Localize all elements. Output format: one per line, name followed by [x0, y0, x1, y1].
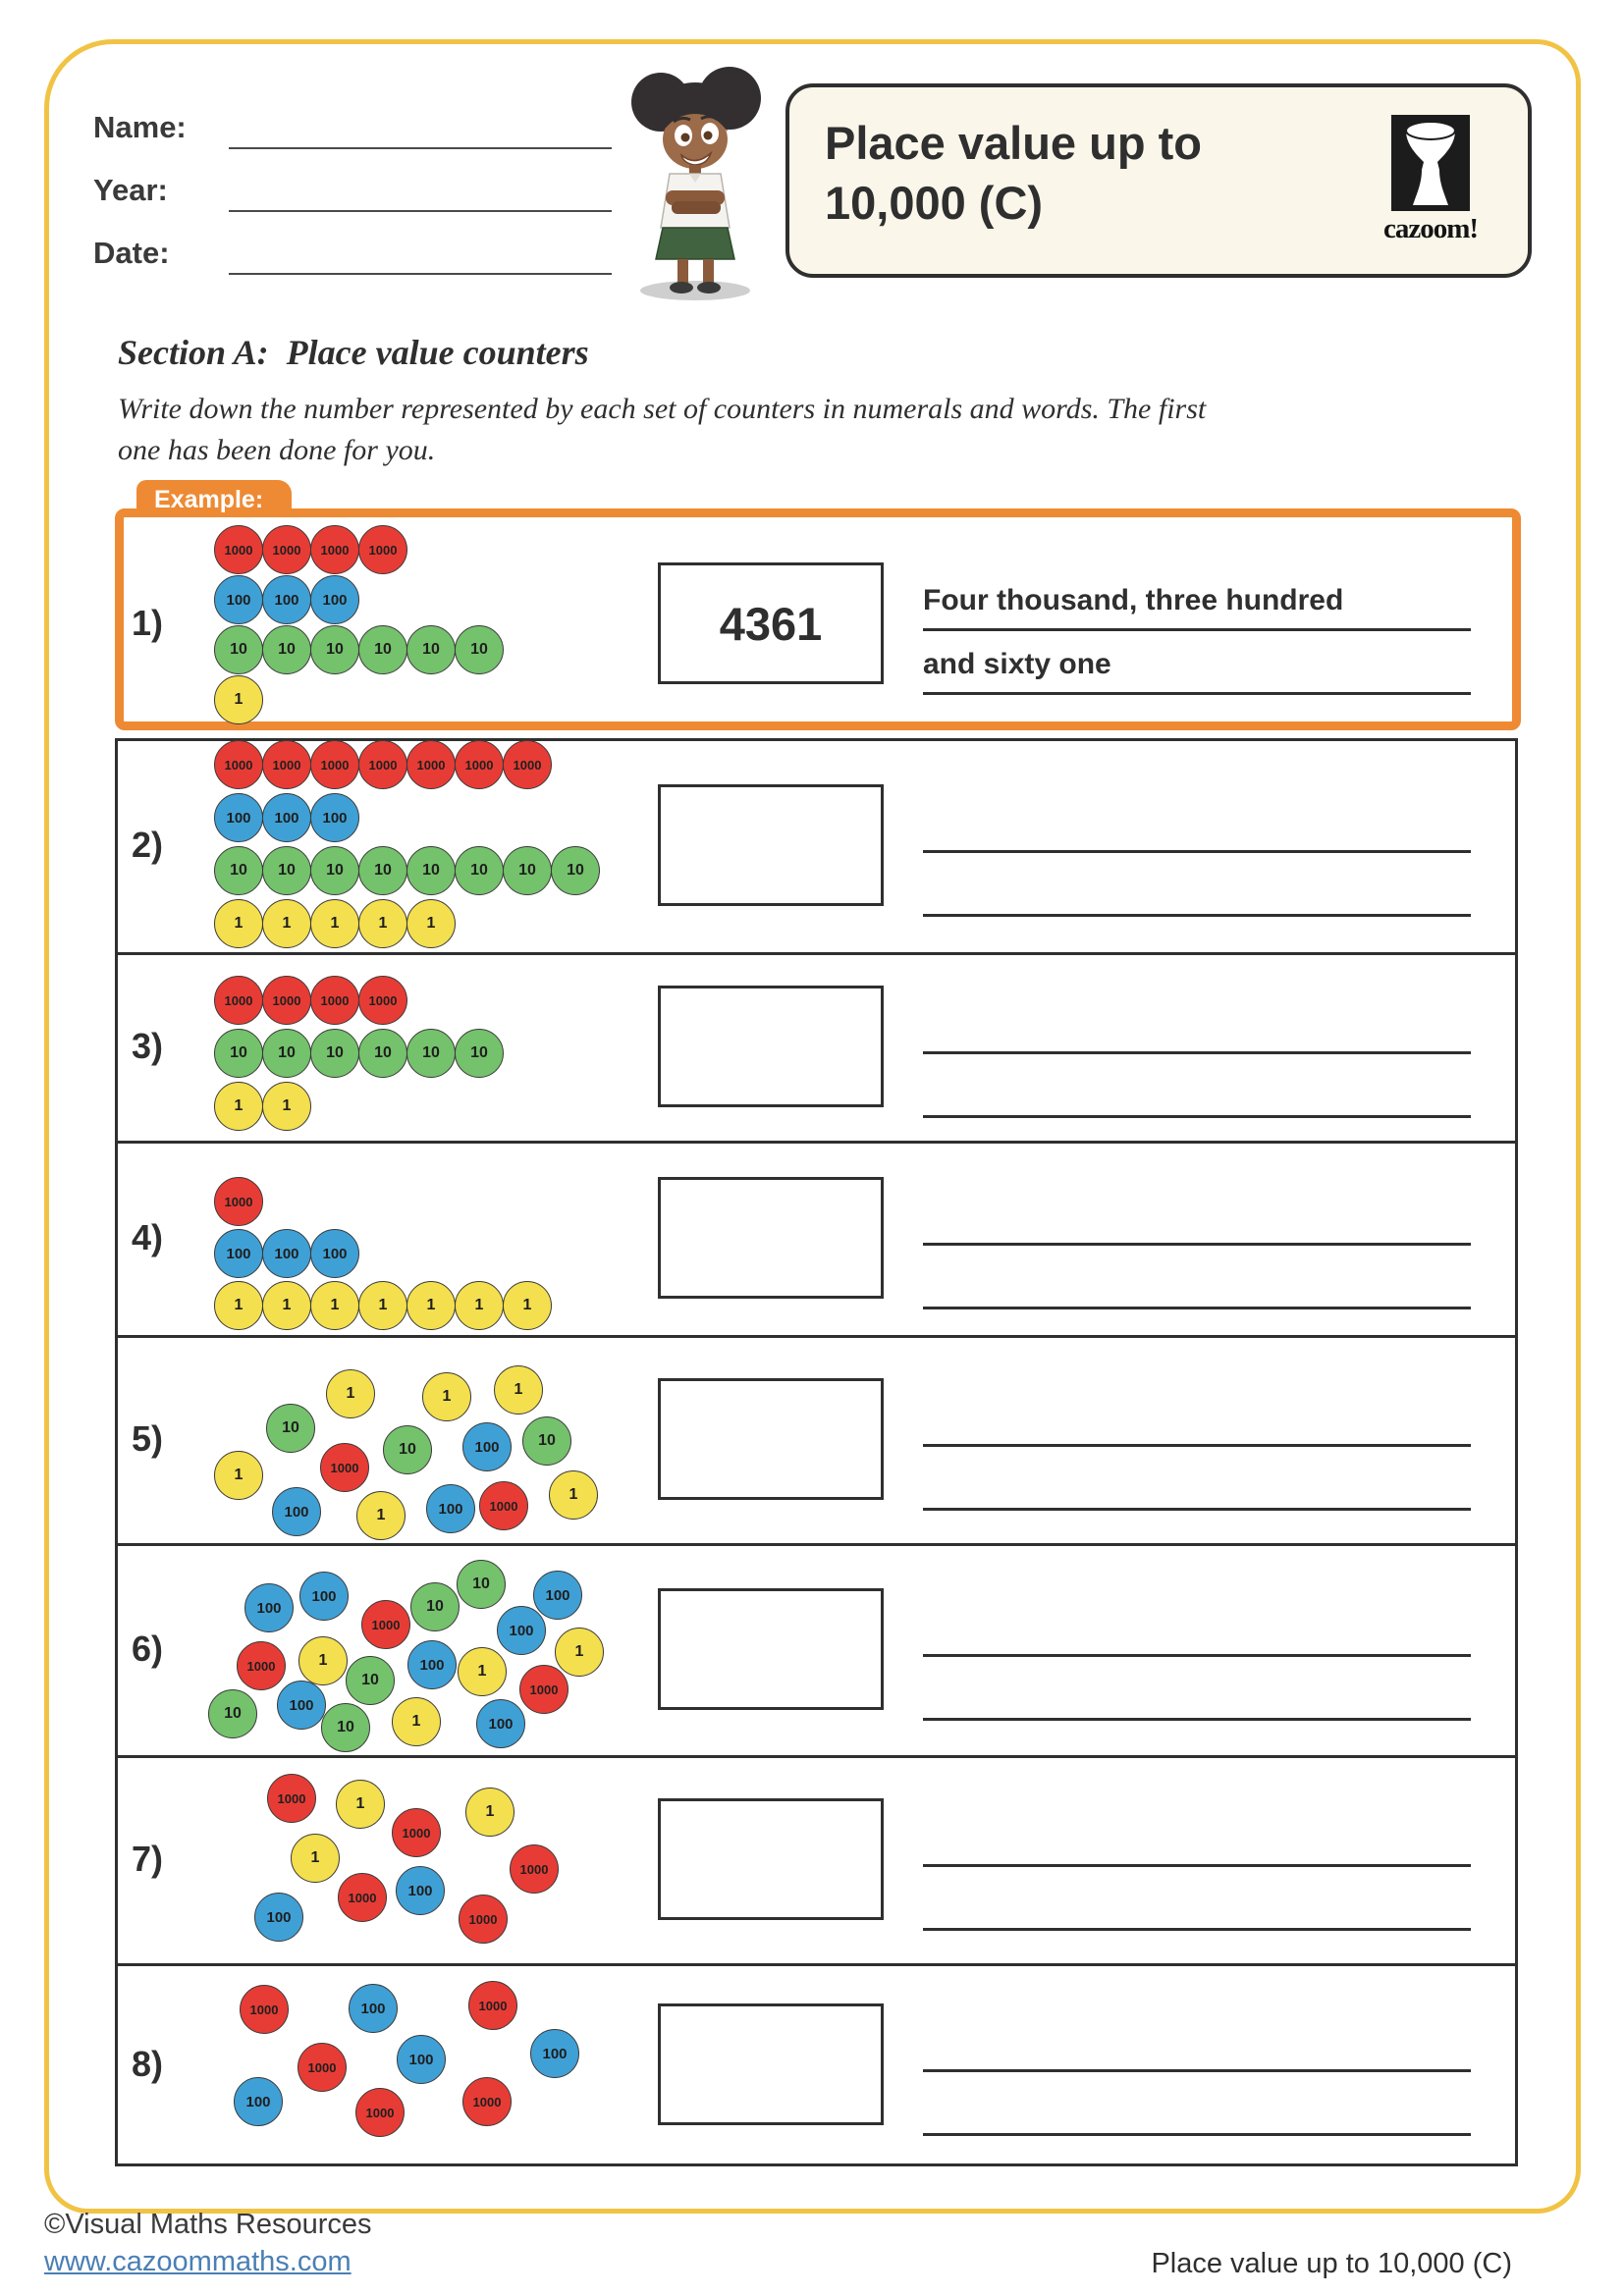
counter-1000: 1000 — [214, 740, 263, 789]
answer-line[interactable] — [923, 914, 1471, 917]
question-number: 5) — [131, 1418, 164, 1459]
question-number: 4) — [131, 1217, 164, 1257]
counter-1: 1 — [291, 1834, 340, 1883]
counter-1000: 1000 — [503, 740, 552, 789]
answer-line[interactable] — [923, 1508, 1471, 1511]
title-line-1: Place value up to — [825, 117, 1202, 169]
question-number: 1) — [131, 603, 164, 643]
counter-1000: 1000 — [519, 1665, 568, 1714]
counter-10: 10 — [410, 1582, 460, 1631]
footer-copyright: ©Visual Maths Resources — [44, 2209, 372, 2240]
answer-line[interactable] — [923, 1444, 1471, 1447]
counter-100: 100 — [214, 575, 263, 624]
counter-100: 100 — [244, 1583, 294, 1632]
footer-link[interactable]: www.cazoommaths.com — [44, 2246, 352, 2277]
counter-100: 100 — [262, 1229, 311, 1278]
counter-10: 10 — [383, 1425, 432, 1474]
counter-1: 1 — [298, 1636, 348, 1685]
counter-10: 10 — [262, 1029, 311, 1078]
counter-1: 1 — [336, 1780, 385, 1829]
counter-100: 100 — [214, 1229, 263, 1278]
counter-100: 100 — [476, 1699, 525, 1748]
counter-1: 1 — [422, 1372, 471, 1421]
counter-1000: 1000 — [355, 2088, 405, 2137]
counter-1: 1 — [549, 1470, 598, 1520]
counter-100: 100 — [349, 1984, 398, 2033]
counter-1: 1 — [494, 1365, 543, 1415]
counter-10: 10 — [346, 1656, 395, 1705]
counter-1: 1 — [214, 675, 263, 724]
counter-100: 100 — [530, 2029, 579, 2078]
counter-100: 100 — [262, 575, 311, 624]
answer-line[interactable] — [923, 1654, 1471, 1657]
counter-10: 10 — [358, 846, 407, 895]
counter-1: 1 — [455, 1281, 504, 1330]
answer-line[interactable] — [923, 628, 1471, 631]
counter-1: 1 — [503, 1281, 552, 1330]
question-number: 3) — [131, 1026, 164, 1066]
answer-words: and sixty one — [923, 648, 1111, 680]
counter-100: 100 — [426, 1484, 475, 1533]
counter-100: 100 — [310, 575, 359, 624]
counter-1000: 1000 — [320, 1443, 369, 1492]
counter-100: 100 — [299, 1572, 349, 1621]
counter-10: 10 — [214, 625, 263, 674]
answer-box[interactable]: 4361 — [658, 562, 884, 684]
answer-line[interactable] — [923, 1864, 1471, 1867]
counter-10: 10 — [208, 1689, 257, 1738]
counter-1: 1 — [465, 1788, 514, 1837]
answer-box[interactable] — [658, 1588, 884, 1710]
counter-1000: 1000 — [462, 2077, 512, 2126]
counter-1000: 1000 — [262, 976, 311, 1025]
counter-1: 1 — [555, 1628, 604, 1677]
instructions-line-2: one has been done for you. — [118, 434, 436, 466]
counter-1000: 1000 — [361, 1600, 410, 1649]
counter-10: 10 — [522, 1416, 571, 1466]
answer-line[interactable] — [923, 1307, 1471, 1309]
counter-1000: 1000 — [214, 1177, 263, 1226]
counter-1: 1 — [214, 899, 263, 948]
answer-box[interactable] — [658, 1378, 884, 1500]
question-number: 8) — [131, 2044, 164, 2084]
counter-1: 1 — [262, 1281, 311, 1330]
counter-1: 1 — [458, 1647, 507, 1696]
counter-10: 10 — [321, 1703, 370, 1752]
counter-1000: 1000 — [358, 740, 407, 789]
counter-1000: 1000 — [240, 1985, 289, 2034]
answer-box[interactable] — [658, 1798, 884, 1920]
counter-1000: 1000 — [267, 1774, 316, 1823]
counter-1000: 1000 — [237, 1641, 286, 1690]
counter-1000: 1000 — [459, 1895, 508, 1944]
answer-line[interactable] — [923, 850, 1471, 853]
answer-line[interactable] — [923, 1243, 1471, 1246]
counter-10: 10 — [503, 846, 552, 895]
counter-10: 10 — [455, 625, 504, 674]
year-label: Year: — [93, 173, 168, 207]
counter-10: 10 — [406, 1029, 456, 1078]
counter-100: 100 — [497, 1606, 546, 1655]
footer-doc-title: Place value up to 10,000 (C) — [1151, 2248, 1512, 2279]
answer-line[interactable] — [923, 1928, 1471, 1931]
counter-100: 100 — [254, 1893, 303, 1942]
counter-100: 100 — [310, 1229, 359, 1278]
counter-10: 10 — [455, 1029, 504, 1078]
counter-1: 1 — [358, 1281, 407, 1330]
counter-10: 10 — [214, 846, 263, 895]
counter-10: 10 — [406, 846, 456, 895]
answer-box[interactable] — [658, 986, 884, 1107]
counter-10: 10 — [310, 846, 359, 895]
counter-1000: 1000 — [358, 525, 407, 574]
answer-line[interactable] — [923, 2133, 1471, 2136]
question-number: 7) — [131, 1839, 164, 1879]
counter-100: 100 — [462, 1422, 512, 1471]
counter-100: 100 — [533, 1571, 582, 1620]
counter-1000: 1000 — [468, 1981, 517, 2030]
answer-box[interactable] — [658, 784, 884, 906]
counter-100: 100 — [272, 1487, 321, 1536]
counter-1: 1 — [356, 1491, 406, 1540]
counter-1: 1 — [310, 899, 359, 948]
answer-line[interactable] — [923, 1718, 1471, 1721]
counter-10: 10 — [262, 846, 311, 895]
counter-1: 1 — [392, 1697, 441, 1746]
counter-10: 10 — [310, 1029, 359, 1078]
counter-1: 1 — [406, 899, 456, 948]
counter-1000: 1000 — [392, 1808, 441, 1857]
counter-1000: 1000 — [214, 525, 263, 574]
counter-100: 100 — [310, 793, 359, 842]
question-number: 2) — [131, 825, 164, 865]
counter-1000: 1000 — [214, 976, 263, 1025]
counter-1: 1 — [262, 1082, 311, 1131]
counter-1: 1 — [214, 1451, 263, 1500]
counter-1000: 1000 — [310, 740, 359, 789]
counter-10: 10 — [551, 846, 600, 895]
counter-10: 10 — [266, 1404, 315, 1453]
counter-10: 10 — [358, 625, 407, 674]
counter-100: 100 — [234, 2077, 283, 2126]
counter-100: 100 — [396, 1866, 445, 1915]
answer-box[interactable] — [658, 1177, 884, 1299]
counter-10: 10 — [214, 1029, 263, 1078]
counter-100: 100 — [214, 793, 263, 842]
counter-100: 100 — [397, 2035, 446, 2084]
counter-10: 10 — [455, 846, 504, 895]
date-label: Date: — [93, 236, 170, 270]
counter-100: 100 — [407, 1640, 457, 1689]
section-heading: Section A: Place value counters — [118, 333, 589, 372]
name-label: Name: — [93, 110, 187, 144]
counter-1000: 1000 — [358, 976, 407, 1025]
counter-100: 100 — [277, 1681, 326, 1730]
counter-1: 1 — [358, 899, 407, 948]
answer-box[interactable] — [658, 2003, 884, 2125]
counter-1000: 1000 — [298, 2043, 347, 2092]
counter-1000: 1000 — [479, 1481, 528, 1530]
counter-10: 10 — [457, 1560, 506, 1609]
answer-words: Four thousand, three hundred — [923, 584, 1344, 616]
counter-1000: 1000 — [406, 740, 456, 789]
answer-line[interactable] — [923, 692, 1471, 695]
counter-1: 1 — [214, 1281, 263, 1330]
counter-1000: 1000 — [455, 740, 504, 789]
example-tab: Example: — [136, 480, 292, 517]
counter-1: 1 — [406, 1281, 456, 1330]
counter-10: 10 — [262, 625, 311, 674]
counter-1: 1 — [310, 1281, 359, 1330]
instructions-line-1: Write down the number represented by each set of counters in numerals and words. The first — [118, 393, 1207, 425]
answer-line[interactable] — [923, 2069, 1471, 2072]
counter-10: 10 — [406, 625, 456, 674]
answer-line[interactable] — [923, 1051, 1471, 1054]
counter-1000: 1000 — [262, 525, 311, 574]
counter-1000: 1000 — [338, 1873, 387, 1922]
title-line-2: 10,000 (C) — [825, 177, 1044, 229]
counter-1000: 1000 — [310, 525, 359, 574]
brand-text: cazoom! — [1382, 213, 1479, 244]
counter-100: 100 — [262, 793, 311, 842]
counter-10: 10 — [358, 1029, 407, 1078]
counter-1: 1 — [262, 899, 311, 948]
counter-10: 10 — [310, 625, 359, 674]
answer-line[interactable] — [923, 1115, 1471, 1118]
counter-1000: 1000 — [510, 1844, 559, 1894]
counter-1000: 1000 — [262, 740, 311, 789]
counter-1: 1 — [326, 1369, 375, 1418]
counter-1: 1 — [214, 1082, 263, 1131]
counter-1000: 1000 — [310, 976, 359, 1025]
question-number: 6) — [131, 1629, 164, 1669]
